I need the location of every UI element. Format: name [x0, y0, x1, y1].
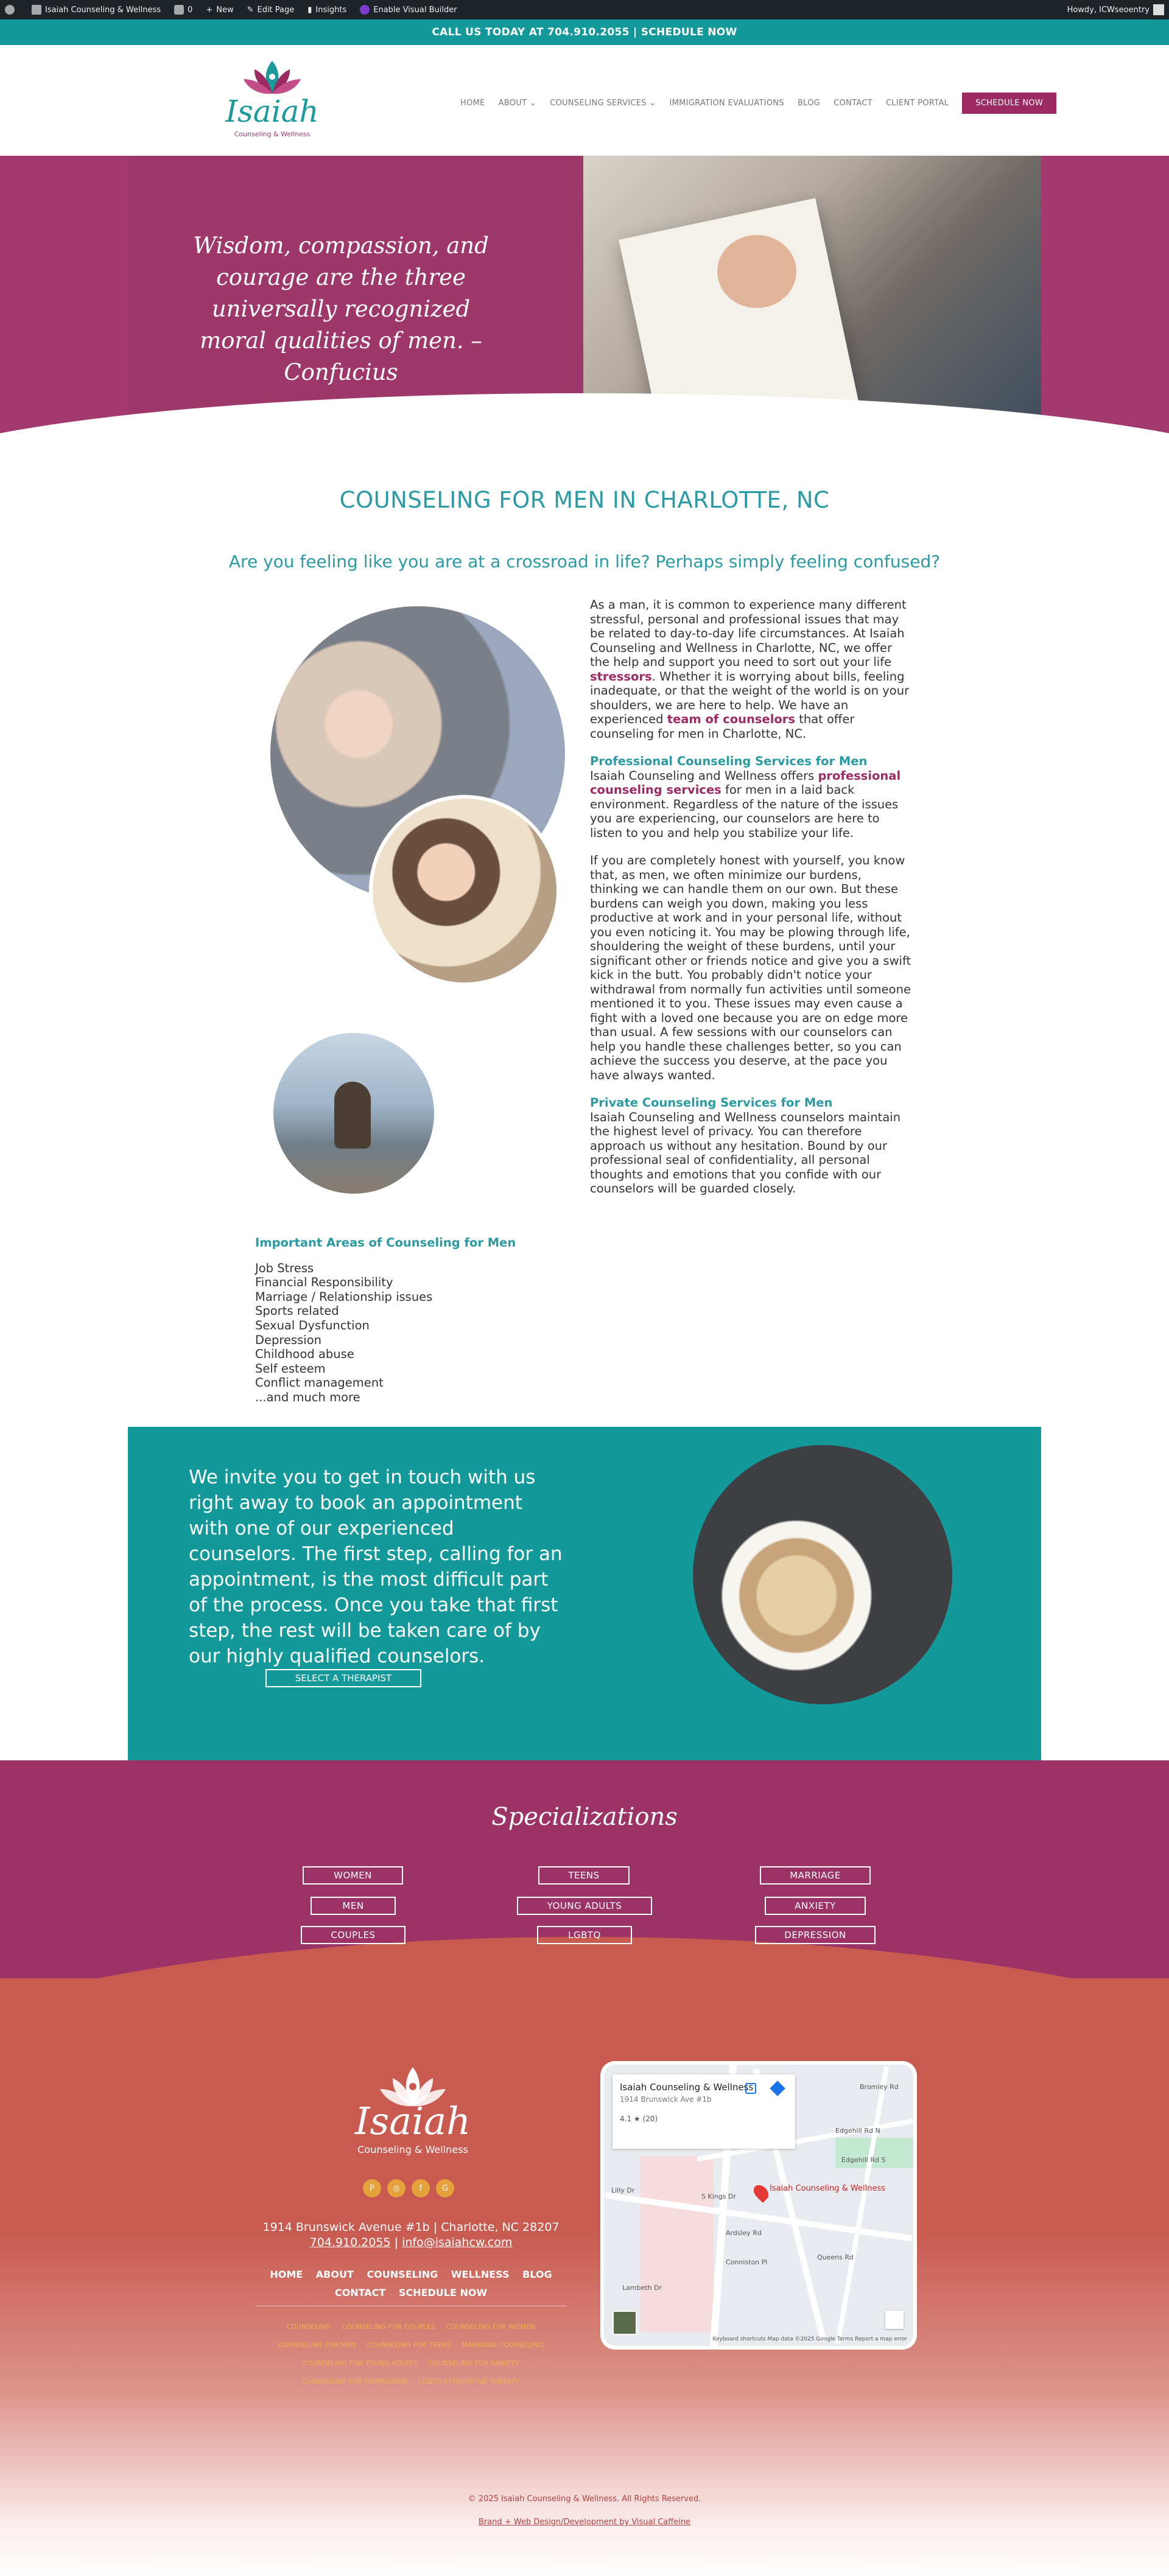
couple-photo [369, 795, 560, 986]
stressors-link[interactable]: stressors [590, 669, 652, 684]
nav-services-label: COUNSELING SERVICES [550, 99, 647, 108]
footer-link[interactable]: COUNSELING FOR DEPRESSION [302, 2378, 408, 2385]
hero-banner [0, 156, 1169, 454]
page-subtitle: Are you feeling like you are at a crossroad in life? Perhaps simply feeling confused? [228, 551, 941, 572]
map-street-label: Queens Rd [817, 2253, 854, 2261]
list-item: Depression [255, 1332, 322, 1347]
list-item: Job Stress [255, 1261, 314, 1275]
intro-text-b: . Whether it is worrying about bills, feeling inadequate, or that the weight of the world is on your shoulders, we are here to help. We have an experienced [590, 669, 910, 726]
nav-contact[interactable]: CONTACT [834, 99, 872, 108]
footer-logo[interactable] [353, 2063, 472, 2167]
map-attribution: Keyboard shortcuts Map data ©2025 Google Terms Report a map error [712, 2336, 907, 2342]
professional-services-link[interactable]: professional counseling services [590, 768, 901, 797]
man-by-lake-photo [273, 1033, 434, 1194]
list-item: Financial Responsibility [255, 1275, 393, 1290]
footer-tagline: Counseling & Wellness [357, 2144, 468, 2155]
hero-quote: Wisdom, compassion, and courage are the three universally recognized moral qualities of men. – Confucius [193, 233, 489, 385]
spec-young-adults-button[interactable]: YOUNG ADULTS [517, 1897, 652, 1915]
footer-service-links [255, 2318, 567, 2391]
map-road [835, 2067, 889, 2344]
plus-icon: + [206, 5, 213, 15]
map-thumbnail[interactable] [613, 2311, 637, 2335]
footer-separator: | [390, 2236, 402, 2249]
invite-section [128, 1427, 1041, 1760]
home-icon [32, 5, 41, 15]
comments-count: 0 [188, 5, 193, 15]
nav-blog[interactable]: BLOG [797, 99, 821, 108]
spec-teens-button[interactable]: TEENS [538, 1866, 630, 1885]
footer-nav-wellness[interactable]: WELLNESS [451, 2269, 510, 2280]
map-street-label: Ardsley Rd [726, 2229, 762, 2237]
nav-counseling-services[interactable] [550, 99, 656, 108]
footer-nav-home[interactable]: HOME [270, 2269, 303, 2280]
footer-link[interactable]: COUNSELING FOR ANXIETY [428, 2359, 519, 2367]
writing-hand-image [717, 235, 796, 308]
footer-nav-counseling[interactable]: COUNSELING [367, 2269, 438, 2280]
footer-nav-row1 [255, 2266, 567, 2284]
spec-women-button[interactable]: WOMEN [303, 1866, 403, 1885]
intro-text-c: that offer counseling for men in Charlotte, NC. [590, 712, 855, 741]
map-street-label: Lambeth Dr [622, 2284, 662, 2292]
insights-label: Insights [315, 5, 347, 15]
comments-link[interactable] [174, 5, 192, 15]
professional-text-a: Isaiah Counseling and Wellness offers [590, 768, 818, 783]
wp-admin-bar [0, 0, 1169, 19]
nav-about[interactable] [499, 99, 536, 108]
map-pin-label: Isaiah Counseling & Wellness [770, 2184, 886, 2193]
site-name-label: Isaiah Counseling & Wellness [45, 5, 161, 15]
intro-paragraph [590, 598, 913, 741]
map-area [641, 2156, 714, 2333]
edit-page-label: Edit Page [257, 5, 295, 15]
map-street-label: Edgehill Rd S [841, 2156, 886, 2164]
chevron-down-icon: ⌄ [649, 99, 656, 108]
instagram-icon[interactable]: ◎ [387, 2179, 405, 2197]
seated-man-figure [334, 1082, 371, 1149]
map-street-label: Lilly Dr [611, 2186, 635, 2194]
footer-wordmark: Isaiah [355, 2099, 471, 2143]
nav-home[interactable]: HOME [460, 99, 485, 108]
nav-client-portal[interactable]: CLIENT PORTAL [885, 99, 949, 108]
spec-men-button[interactable]: MEN [311, 1897, 396, 1915]
spec-depression-button[interactable]: DEPRESSION [755, 1926, 876, 1944]
list-item: Sexual Dysfunction [255, 1318, 370, 1332]
footer-phone-link[interactable]: 704.910.2055 [309, 2236, 391, 2249]
wp-logo-button[interactable] [5, 5, 18, 15]
spec-anxiety-button[interactable]: ANXIETY [765, 1897, 866, 1915]
specializations-section [0, 1760, 1169, 2004]
footer-link[interactable]: COUNSELING FOR YOUNG ADULTS [303, 2359, 418, 2367]
list-item: Childhood abuse [255, 1347, 354, 1362]
team-of-counselors-link[interactable]: team of counselors [667, 712, 795, 726]
footer-nav-schedule[interactable]: SCHEDULE NOW [398, 2287, 488, 2298]
footer-nav-row2 [255, 2284, 567, 2302]
professional-heading: Professional Counseling Services for Men [590, 754, 868, 768]
pencil-icon: ✎ [247, 5, 254, 15]
wordpress-icon [5, 5, 15, 15]
specializations-title: Specializations [491, 1803, 678, 1831]
spec-lgbtq-button[interactable]: LGBTQ [537, 1926, 632, 1944]
intro-text-a: As a man, it is common to experience many different stressful, personal and professional issues that may be related to day-to-day life circumstances. At Isaiah Counseling and Wellness in Charlotte, NC, we offer the help and support you need to sort out your life [590, 598, 907, 669]
site-footer [0, 1978, 1169, 2576]
map-place-address: 1914 Brunswick Ave #1b [620, 2095, 712, 2104]
fullscreen-icon[interactable] [885, 2311, 904, 2329]
burdens-paragraph: If you are completely honest with yourself, you know that, as men, we often minimize our burdens, thinking we can handle them on our own. But these burdens can weigh you down, making you less productive at work and in your personal life, without you even noticing it. You may be plowing through life, shouldering the weight of these burdens, until your significant other or friends notice and give you a swift kick in the butt. You probably didn't notice your withdrawal from normally fun activities until someone mentioned it to you. These issues may even cause a fight with a loved one because you are on edge more than usual. A few sessions with our counselors can help you handle these challenges better, so you can achieve the success you deserve, at the pace you have always wanted. [590, 853, 911, 1082]
spec-couples-button[interactable]: COUPLES [301, 1926, 405, 1944]
footer-link[interactable]: COUNSELING [286, 2323, 331, 2331]
footer-nav [255, 2266, 567, 2302]
footer-link[interactable]: MARRIAGE COUNSELING [462, 2341, 544, 2349]
facebook-icon[interactable]: f [412, 2179, 430, 2197]
divi-icon [360, 5, 370, 15]
footer-nav-about[interactable]: ABOUT [315, 2269, 354, 2280]
call-us-text: CALL US TODAY AT 704.910.2055 | SCHEDULE NOW [432, 26, 737, 38]
map-street-label: S Kings Dr [701, 2193, 736, 2200]
footer-nav-blog[interactable]: BLOG [522, 2269, 552, 2280]
areas-heading: Important Areas of Counseling for Men [255, 1236, 516, 1250]
map-street-label: Edgehill Rd N [835, 2127, 880, 2135]
select-therapist-button[interactable]: SELECT A THERAPIST [265, 1669, 421, 1687]
new-link[interactable] [206, 5, 233, 15]
list-item: ...and much more [255, 1390, 360, 1404]
bar-chart-icon: ▮ [307, 5, 312, 15]
list-item: Sports related [255, 1304, 339, 1318]
invite-text: We invite you to get in touch with us right away to book an appointment with one of our experienced counselors. The first step, calling for an appointment, is the most difficult part of the process. Once you take that first step, the rest will be taken care of by our highly qualified counselors. [189, 1466, 563, 1667]
site-header [0, 45, 1169, 156]
nav-about-label: ABOUT [498, 99, 527, 108]
lotus-icon [220, 56, 324, 99]
call-us-strip[interactable] [0, 19, 1169, 45]
account-menu[interactable] [1067, 4, 1164, 15]
main-nav [460, 93, 1056, 114]
map-place-name: Isaiah Counseling & Wellness [620, 2082, 754, 2093]
footer-link[interactable]: COUNSELING FOR MEN [278, 2341, 356, 2349]
visual-builder-label: Enable Visual Builder [373, 5, 457, 15]
map-pin-icon[interactable] [751, 2182, 771, 2203]
footer-contact [255, 2220, 567, 2250]
google-map-embed[interactable] [604, 2065, 913, 2346]
professional-paragraph [590, 754, 913, 840]
designer-credit-link[interactable]: Brand + Web Design/Development by Visual Caffeine [478, 2518, 691, 2527]
areas-section [255, 1236, 620, 1405]
footer-link[interactable]: LGBTQ AFFIRMATIVE THERAPY [418, 2378, 520, 2385]
social-links [363, 2179, 460, 2197]
google-icon[interactable]: G [436, 2179, 454, 2197]
brand-tagline: Counseling & Wellness [234, 130, 311, 138]
content-body [590, 598, 913, 1209]
map-place-card [613, 2074, 795, 2149]
spec-marriage-button[interactable]: MARRIAGE [760, 1866, 871, 1885]
private-heading: Private Counseling Services for Men [590, 1096, 833, 1110]
site-logo[interactable] [220, 56, 324, 141]
schedule-now-button[interactable]: SCHEDULE NOW [962, 93, 1056, 114]
open-in-maps-icon[interactable] [745, 2083, 756, 2094]
footer-email-link[interactable]: info@isaiahcw.com [402, 2236, 513, 2249]
list-item: Self esteem [255, 1361, 326, 1376]
comment-icon [174, 5, 184, 15]
site-name-link[interactable] [32, 5, 161, 15]
private-paragraph [590, 1096, 913, 1196]
copyright: © 2025 Isaiah Counseling & Wellness. All Rights Reserved. [468, 2494, 701, 2504]
list-item: Marriage / Relationship issues [255, 1289, 433, 1304]
footer-address: 1914 Brunswick Avenue #1b | Charlotte, NC 28207 [262, 2221, 560, 2234]
map-street-label: Conniston Pl [726, 2258, 768, 2266]
map-place-rating: 4.1 ★ (20) [620, 2115, 658, 2123]
brand-wordmark: Isaiah [225, 94, 319, 129]
footer-link[interactable]: COUNSELING FOR WOMEN [446, 2323, 536, 2331]
visual-builder-link[interactable] [360, 5, 457, 15]
footer-link[interactable]: COUNSELING FOR COUPLES [342, 2323, 435, 2331]
coffee-photo [693, 1445, 952, 1704]
avatar [1153, 4, 1164, 15]
footer-link[interactable]: COUNSELING FOR TEENS [367, 2341, 451, 2349]
professional-text-b: for men in a laid back environment. Regardless of the nature of the issues you are experiencing, our counselors are here to listen to you and help you stabilize your life. [590, 783, 899, 840]
footer-nav-contact[interactable]: CONTACT [334, 2287, 386, 2298]
pinterest-icon[interactable]: P [363, 2179, 381, 2197]
insights-link[interactable] [307, 5, 346, 15]
greeting-label: Howdy, ICWseoentry [1067, 5, 1150, 15]
list-item: Conflict management [255, 1376, 384, 1390]
new-label: New [216, 5, 234, 15]
chevron-down-icon: ⌄ [529, 99, 537, 108]
edit-page-link[interactable] [247, 5, 295, 15]
private-text: Isaiah Counseling and Wellness counselors maintain the highest level of privacy. You can therefore approach us without any hesitation. Bound by our professional seal of confidentiality, all personal thoughts and emotions that you confide with our counselors will be guarded closely. [590, 1110, 901, 1195]
nav-immigration-evaluations[interactable]: IMMIGRATION EVALUATIONS [669, 99, 784, 108]
footer-phone-email [255, 2235, 567, 2250]
map-street-label: Bromley Rd [860, 2083, 899, 2091]
page-title: COUNSELING FOR MEN IN CHARLOTTE, NC [339, 487, 830, 513]
